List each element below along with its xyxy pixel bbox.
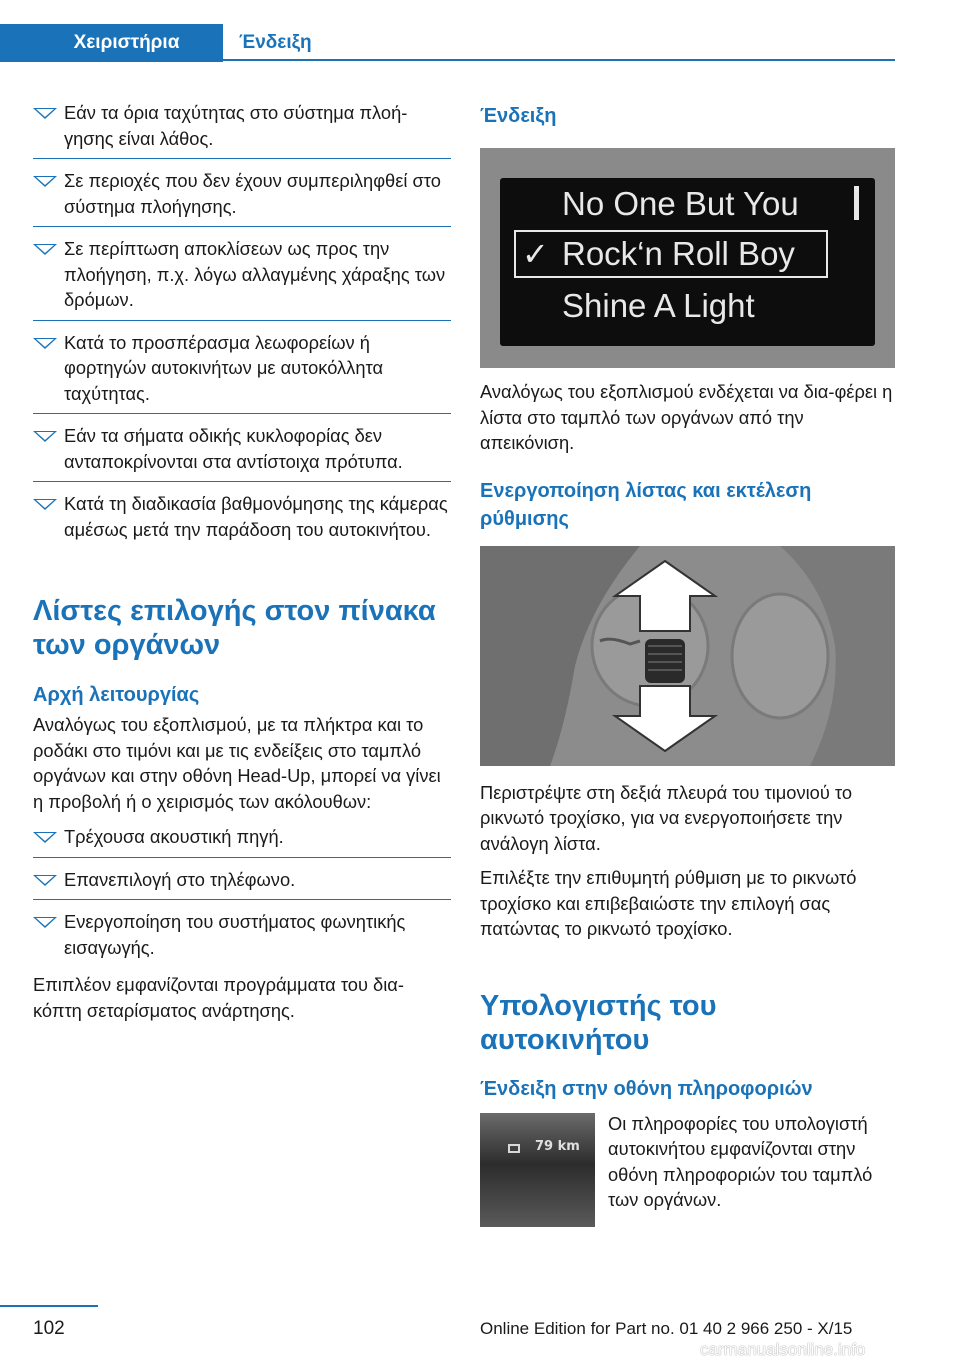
section-heading: Λίστες επιλογής στον πίνακα των οργάνων: [33, 595, 436, 661]
check-icon: ✓: [522, 236, 549, 272]
body-paragraph: Επιπλέον εμφανίζονται προγράμματα του δια-κόπτη σεταρίσματος ανάρτησης.: [33, 974, 404, 1021]
list-item: Εάν τα όρια ταχύτητας στο σύστημα πλοή-γησης είναι λάθος.: [33, 100, 451, 159]
list-item: Εάν τα σήματα οδικής κυκλοφορίας δεν ανταποκρίνονται στα αντίστοιχα πρότυπα.: [33, 423, 451, 482]
selected-list-entry: ✓ Rock‘n Roll Boy: [514, 230, 828, 278]
bullet-list-limits: [33, 100, 451, 550]
list-item: Σε περίπτωση αποκλίσεων ως προς την πλοήγηση, π.χ. λόγω αλλαγμένης χάραξης των δρόμων.: [33, 236, 451, 321]
list-item: Σε περιοχές που δεν έχουν συμπεριληφθεί στο σύστημα πλοήγησης.: [33, 168, 451, 227]
display-screen: [500, 178, 875, 346]
steering-wheel-image: [480, 546, 895, 766]
bullet-triangle-icon: [33, 338, 57, 349]
list-item: Επανεπιλογή στο τηλέφωνο.: [33, 867, 451, 901]
watermark: carmanualsonline.info: [700, 1340, 866, 1359]
bullet-list-functions: [33, 824, 451, 968]
left-column: [33, 100, 451, 1023]
bullet-triangle-icon: [33, 832, 57, 843]
bullet-triangle-icon: [33, 176, 57, 187]
computer-display-block: [480, 1111, 898, 1231]
edition-note: Online Edition for Part no. 01 40 2 966 250 - X/15: [480, 1319, 853, 1338]
subsection-heading: Ένδειξη: [480, 105, 557, 127]
body-paragraph: Περιστρέψτε στη δεξιά πλευρά του τιμονιού το ρικνωτό τροχίσκο, για να ενεργοποιήσετε την ανάλογη λίστα.: [480, 781, 853, 854]
body-paragraph: Αναλόγως του εξοπλισμού, με τα πλήκτρα και το ροδάκι στο τιμόνι και με τις ενδείξεις στο ταμπλό οργάνων και στην οθόνη Head-Up, μπορεί να γίνει η προβολή ή ο χειρισμός των ακόλουθων:: [33, 714, 441, 812]
body-paragraph: Οι πληροφορίες του υπολογιστή αυτοκινήτου εμφανίζονται στην οθόνη πληροφοριών του ταμπλό των οργάνων.: [608, 1112, 873, 1210]
list-item: Κατά το προσπέρασμα λεωφορείων ή φορτηγών αυτοκινήτων με αυτοκόλλητα ταχύτητας.: [33, 330, 451, 415]
fuel-pump-icon: [508, 1144, 520, 1153]
info-display-image: [480, 1113, 595, 1227]
bullet-triangle-icon: [33, 499, 57, 510]
header-rule: [223, 59, 895, 61]
section-heading: Υπολογιστής του αυτοκινήτου: [480, 989, 717, 1056]
bullet-triangle-icon: [33, 108, 57, 119]
bullet-triangle-icon: [33, 244, 57, 255]
body-paragraph: Αναλόγως του εξοπλισμού ενδέχεται να δια-φέρει η λίστα στο ταμπλό των οργάνων από την απεικόνιση.: [480, 381, 893, 453]
right-column: [480, 100, 898, 1231]
range-value: 79 km: [535, 1138, 580, 1154]
range-display: [480, 1113, 595, 1227]
footer-rule: [0, 1305, 98, 1307]
list-entry: No One But You: [562, 185, 799, 222]
bullet-triangle-icon: [33, 431, 57, 442]
list-item: Κατά τη διαδικασία βαθμονόμησης της κάμερας αμέσως μετά την παράδοση του αυτοκινήτου.: [33, 491, 451, 550]
list-item: Τρέχουσα ακουστική πηγή.: [33, 824, 451, 858]
list-entry: Shine A Light: [562, 287, 755, 324]
instrument-list-image: [480, 148, 895, 368]
steering-wheel-illustration: [480, 546, 895, 766]
subsection-heading: Ένδειξη στην οθόνη πληροφοριών: [480, 1077, 813, 1100]
subsection-heading: Αρχή λειτουργίας: [33, 684, 200, 706]
bullet-triangle-icon: [33, 875, 57, 886]
list-item: Ενεργοποίηση του συστήματος φωνητικής εισαγωγής.: [33, 909, 451, 968]
page-header: [0, 0, 960, 62]
subsection-heading: Ενεργοποίηση λίστας και εκτέλεση ρύθμισης: [480, 479, 812, 530]
bullet-triangle-icon: [33, 917, 57, 928]
body-paragraph: Επιλέξτε την επιθυμητή ρύθμιση με το ρικνωτό τροχίσκο και επιβεβαιώστε την επιλογή σας πατώντας το ρικνωτό τροχίσκο.: [480, 867, 857, 939]
chapter-tab: Χειριστήρια: [0, 24, 223, 62]
scrollbar-indicator: [854, 186, 859, 220]
page-number: 102: [33, 1318, 65, 1339]
section-tab: Ένδειξη: [239, 32, 312, 53]
